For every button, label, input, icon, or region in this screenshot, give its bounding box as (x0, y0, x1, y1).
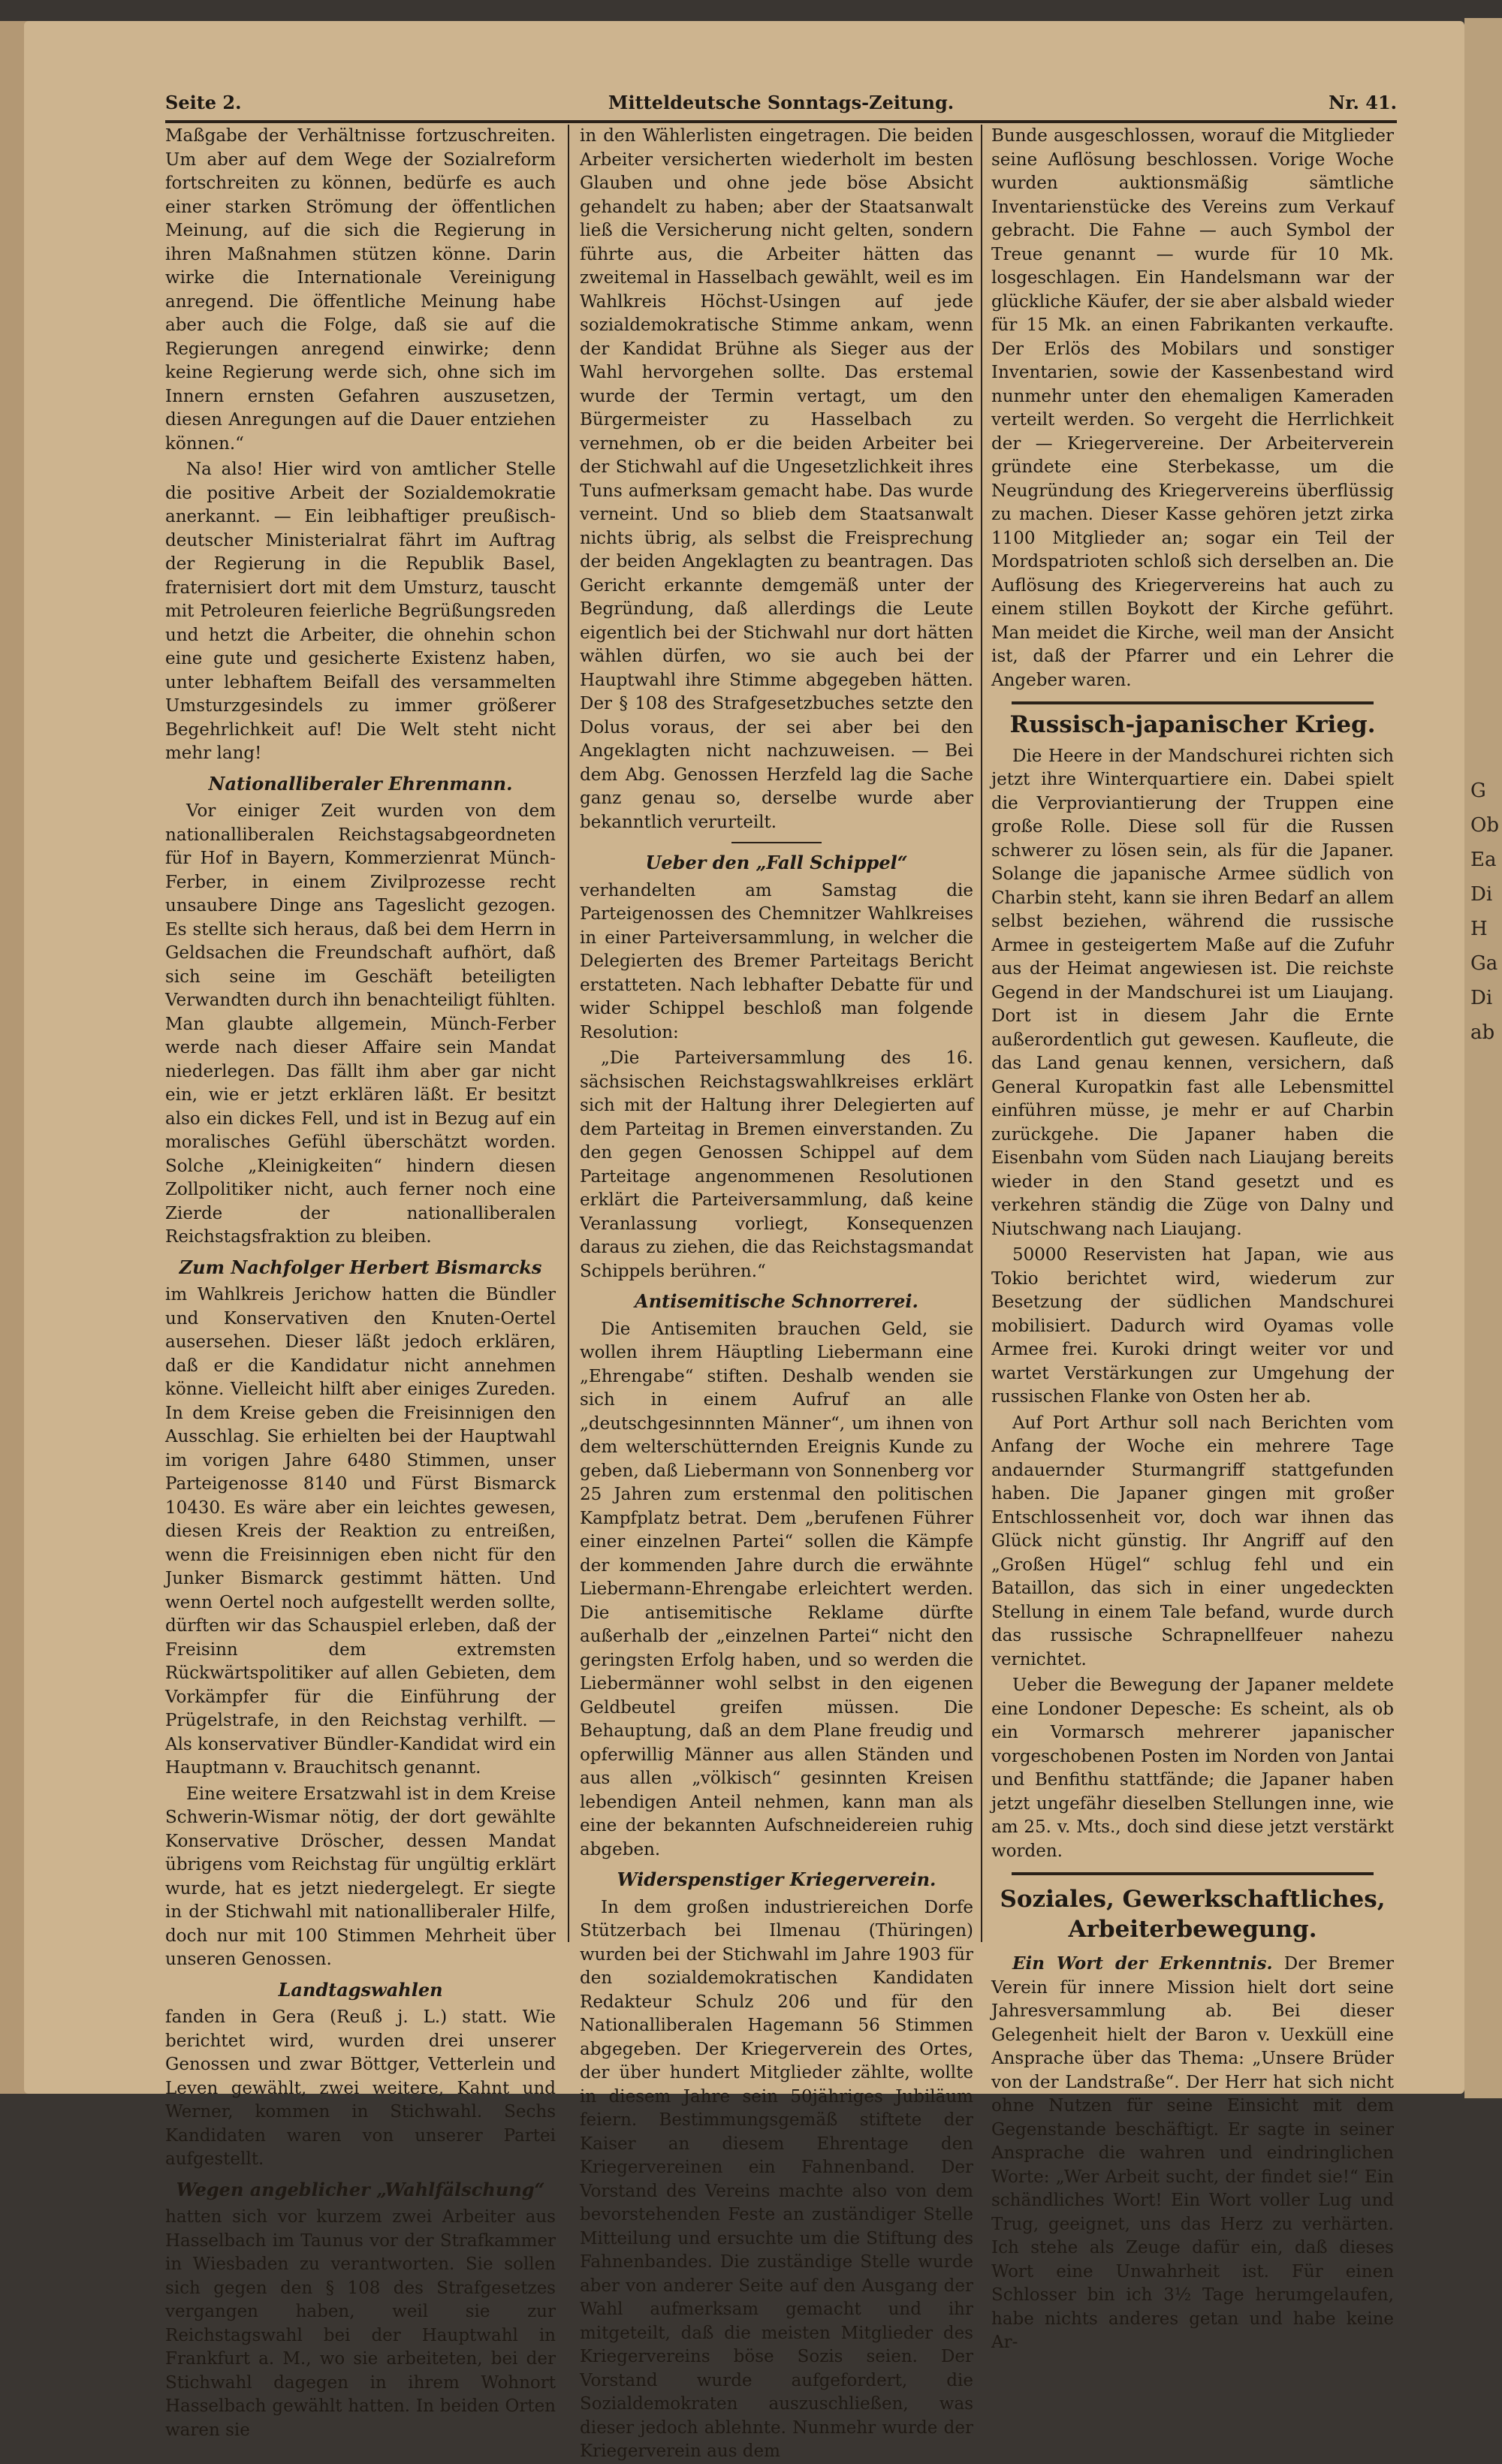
article-heading: Wegen angeblicher „Wahlfälschung“ (176, 2178, 545, 2200)
paragraph: Auf Port Arthur soll nach Berichten vom Anfang der Woche ein mehrere Tage andauernder Sturmangriff stattgefunden haben. Die Japaner gingen mit großer Entschlossenheit vor, doch war ihnen das Glück nicht günstig. Ihr Angriff auf den „Großen Hügel“ schlug fehl und ein Bataillon, das sich in einer ungedeckten Stellung in einem Tale befand, wurde durch das russische Schrapnellfeuer nahezu vernichtet. (991, 1413, 1394, 1669)
section-rule (1012, 1872, 1374, 1875)
section-heading: Russisch-japanischer Krieg. (1009, 711, 1376, 738)
fragment: Ga (1470, 952, 1498, 975)
paragraph: Bunde ausgeschlossen, worauf die Mitglieder seine Auflösung beschlossen. Vorige Woche wurden auktionsmäßig sämtliche Inventarienstücke des Vereins zum Verkauf gebracht. Die Fahne — auch Symbol der Treue genannt — wurde für 10 Mk. losgeschlagen. Ein Handelsmann war der glückliche Käufer, der sie aber alsbald wieder für 15 Mk. an einen Fabrikanten verkaufte. Der Erlös des Mobilars und sonstiger Inventarien, sowie der Kassenbestand wird nunmehr unter den ehemaligen Kameraden verteilt werden. So vergeht die Herrlichkeit der — Kriegervereine. Der Arbeiterverein gründete eine Sterbekasse, um die Neugründung des Kriegervereins überflüssig zu machen. Dieser Kasse gehören jetzt zirka 1100 Mitglieder an; sogar ein Teil der Mordspatrioten schloß sich derselben an. Die Auflösung des Kriegervereins hat auch zu einem stillen Boykott der Kirche geführt. Man meidet die Kirche, weil man der Ansicht ist, daß der Pfarrer und ein Lehrer die Angeber waren. (991, 126, 1394, 690)
article-heading: Zum Nachfolger Herbert Bismarcks (179, 1256, 542, 1278)
section-heading: Soziales, Gewerkschaftliches, Arbeiterbewegung. (1000, 1886, 1386, 1943)
fragment: Ob (1470, 814, 1499, 837)
column-1 (165, 125, 556, 2440)
newspaper-title: Mitteldeutsche Sonntags-Zeitung. (608, 92, 955, 113)
paragraph: Na also! Hier wird von amtlicher Stelle die positive Arbeit der Sozialdemokratie anerkannt. — Ein leibhaftiger preußisch-deutscher Ministerialrat fährt im Auftrag der Regierung in die Republik Basel, fraternisiert dort mit dem Umsturz, tauscht mit Petroleuren feierliche Begrüßungsreden und hetzt die Arbeiter, die ohnehin schon eine gute und gesicherte Existenz haben, unter lebhaftem Beifall des versammelten Umsturzgesindels zu immer größerer Begehrlichkeit auf! Die Welt steht nicht mehr lang! (165, 460, 556, 763)
paragraph: Maßgabe der Verhältnisse fortzuschreiten. Um aber auf dem Wege der Sozialreform fortschreiten zu können, bedürfe es auch einer starken Strömung der öffentlichen Meinung, auf die sich die Regierung in ihren Maßnahmen stützen könne. Darin wirke die Internationale Vereinigung anregend. Die öffentliche Meinung habe aber auch die Folge, daß sie auf die Regierungen anregend einwirke; denn keine Regierung werde sich, ohne sich im Innern ernsten Gefahren auszusetzen, diesen Anregungen auf die Dauer entziehen können.“ (165, 126, 556, 454)
fragment: Ea (1470, 849, 1497, 871)
resolution-quote: „Die Parteiversammlung des 16. sächsischen Reichstagswahlkreises erklärt sich mit der Haltung ihrer Delegierten auf dem Parteitag in Bremen einverstanden. Zu den gegen Genossen Schippel auf dem Parteitage angenommenen Resolutionen erklärt die Parteiversammlung, daß keine Veranlassung vorliegt, Konsequenzen daraus zu ziehen, die das Reichstagsmandat Schippels berühren.“ (580, 1048, 973, 1281)
paragraph: Ueber die Bewegung der Japaner meldete eine Londoner Depesche: Es scheint, als ob ein Vormarsch mehrerer japanischer vorgeschobenen Posten im Norden von Jantai und Benfithu stattfände; die Japaner haben jetzt ungefähr dieselben Stellungen inne, wie am 25. v. Mts., doch sind diese jetzt verstärkt worden. (991, 1675, 1394, 1861)
fragment: G (1470, 780, 1486, 802)
article-heading: Nationalliberaler Ehrenmann. (208, 772, 513, 795)
paragraph: im Wahlkreis Jerichow hatten die Bündler und Konservativen den Knuten-Oertel ausersehen. Dieser läßt jedoch erklären, daß er die Kandidatur nicht annehmen könne. Vielleicht hilft aber einiges Zureden. In dem Kreise geben die Freisinnigen den Ausschlag. Sie erhielten bei der Hauptwahl im vorigen Jahre 6480 Stimmen, unser Parteigenosse 8140 und Fürst Bismarck 10430. Es wäre aber ein leichtes gewesen, diesen Kreis der Reaktion zu entreißen, wenn die Freisinnigen eben nicht für den Junker Bismarck gestimmt hätten. Und wenn Oertel noch aufgestellt werden sollte, dürften wir das Schauspiel erleben, daß der Freisinn dem extremsten Rückwärtspolitiker auf allen Gebieten, dem Vorkämpfer für die Einführung der Prügelstrafe, in den Reichstag verhilft. — Als konservativer Bündler-Kandidat wird ein Hauptmann v. Brauchitsch genannt. (165, 1285, 556, 1778)
header-rule (165, 120, 1397, 123)
inline-heading: Ein Wort der Erkenntnis. (1012, 1953, 1273, 1974)
fragment: Di (1470, 883, 1493, 906)
paragraph: verhandelten am Samstag die Parteigenossen des Chemnitzer Wahlkreises in einer Parteiversammlung, in welcher die Delegierten des Bremer Parteitags Bericht erstatteten. Nach lebhafter Debatte für und wider Schippel beschloß man folgende Resolution: (580, 880, 973, 1042)
column-divider (981, 125, 982, 1942)
fragment: ab (1470, 1021, 1495, 1044)
fragment: Di (1470, 987, 1493, 1009)
paragraph: In dem großen industriereichen Dorfe Stützerbach bei Ilmenau (Thüringen) wurden bei der Stichwahl im Jahre 1903 für den sozialdemokratischen Kandidaten Redakteur Schulz 206 und für den Nationalliberalen Hagemann 56 Stimmen abgegeben. Der Kriegerverein des Ortes, der über hundert Mitglieder zählte, wollte in diesem Jahre sein 50jähriges Jubiläum feiern. Bestimmungsgemäß stiftete der Kaiser an diesem Ehrentage den Kriegervereinen ein Fahnenband. Der Vorstand des Vereins machte also von dem bevorstehenden Feste an zuständiger Stelle Mitteilung und ersuchte um die Stiftung des Fahnenbandes. Die zuständige Stelle wurde aber von anderer Seite auf den Ausgang der Wahl aufmerksam gemacht und ihr mitgeteilt, daß die meisten Mitglieder des Kriegervereins böse Sozis seien. Der Vorstand wurde aufgefordert, die Sozialdemokraten auszuschließen, was dieser jedoch ablehnte. Nunmehr wurde der Kriegerverein aus dem (580, 1897, 973, 2461)
adjacent-page-fragments (1470, 774, 1500, 1050)
paragraph: hatten sich vor kurzem zwei Arbeiter aus Hasselbach im Taunus vor der Strafkammer in Wiesbaden zu verantworten. Sie sollen sich gegen den § 108 des Strafgesetzes vergangen haben, weil sie zur Reichstagswahl bei der Hauptwahl in Frankfurt a. M., wo sie arbeiteten, bei der Stichwahl dagegen in ihrem Wohnort Hasselbach gewählt hatten. In beiden Orten waren sie (165, 2207, 556, 2440)
paragraph: Die Heere in der Mandschurei richten sich jetzt ihre Winterquartiere ein. Dabei spielt die Verproviantierung der Truppen eine große Rolle. Diese soll für die Russen schwerer zu lösen sein, als für die Japaner. Solange die japanische Armee südlich von Charbin steht, kann sie ihren Bedarf an allem selbst beziehen, während die russische Armee in gesteigertem Maße auf die Zufuhr aus der Heimat angewiesen ist. Die reichste Gegend in der Mandschurei ist um Liaujang. Dort ist in diesem Jahr die Ernte außerordentlich gut gewesen. Kaufleute, die das Land genau kennen, versichern, daß General Kuropatkin fast alle Lebensmittel einführen müsse, je mehr er auf Charbin zurückgehe. Die Japaner haben die Eisenbahn vom Süden nach Liaujang bereits wieder in den Stand gesetzt und es verkehren ständig die Züge von Dalny und Niutschwang nach Liaujang. (991, 746, 1394, 1239)
paragraph: Eine weitere Ersatzwahl ist in dem Kreise Schwerin-Wismar nötig, der dort gewählte Konservative Dröscher, dessen Mandat übrigens vom Reichstag für ungültig erklärt wurde, hat es jetzt niedergelegt. Er siegte in der Stichwahl mit nationalliberaler Hilfe, doch nur mit 100 Stimmen Mehrheit über unseren Genossen. (165, 1784, 556, 1969)
issue-number: Nr. 41. (1329, 92, 1397, 113)
section-rule (1012, 701, 1374, 704)
column-2 (580, 125, 973, 2461)
adjacent-page-edge (1464, 18, 1502, 2098)
article-heading: Widerspenstiger Kriegerverein. (617, 1868, 936, 1890)
section-rule (731, 842, 822, 843)
article-heading: Antisemitische Schnorrerei. (635, 1290, 918, 1312)
fragment: H (1470, 918, 1488, 940)
page-number: Seite 2. (165, 92, 242, 113)
article-heading: Ueber den „Fall Schippel“ (645, 852, 908, 873)
paragraph: 50000 Reservisten hat Japan, wie aus Tokio berichtet wird, wiederum zur Besetzung der südlichen Mandschurei mobilisiert. Dadurch wird Oyamas volle Armee frei. Kuroki dringt weiter vor und wartet Verstärkungen zur Umgehung der russischen Flanke von Osten her ab. (991, 1245, 1394, 1407)
column-3 (991, 125, 1395, 2352)
paragraph: Die Antisemiten brauchen Geld, sie wollen ihrem Häuptling Liebermann eine „Ehrengabe“ stiften. Deshalb wenden sie sich in einem Aufruf an alle „deutschgesinnnten Männer“, um ihnen von dem welterschütternden Ereignis Kunde zu geben, daß Liebermann von Sonnenberg vor 25 Jahren zum erstenmal den politischen Kampfplatz betrat. Dem „berufenen Führer einer einzelnen Partei“ sollen die Kämpfe der kommenden Jahre durch die erwähnte Liebermann-Ehrengabe erleichtert werden. Die antisemitische Reklame dürfte außerhalb der „einzelnen Partei“ nicht den geringsten Erfolg haben, und so werden die Liebermänner wohl selbst in den eigenen Geldbeutel greifen müssen. Die Behauptung, daß an dem Plane freudig und opferwillig Männer aus allen Ständen und aus allen „völkisch“ gesinnten Kreisen lebendigen Anteil nehmen, kann man als eine der bekannten Aufschneidereien ruhig abgeben. (580, 1319, 973, 1859)
column-divider (568, 125, 569, 1942)
paragraph: Der Bremer Verein für innere Mission hielt dort seine Jahresversammlung ab. Bei dieser Gelegenheit hielt der Baron v. Uexküll eine Ansprache über das Thema: „Unsere Brüder von der Landstraße“. Der Herr hat sich nicht ohne Nutzen für seine Einsicht mit dem Gegenstande beschäftigt. Er sagte in seiner Ansprache die wahren und eindringlichen Worte: „Wer Arbeit sucht, der findet sie!“ Ein schändliches Wort! Ein Wort voller Lug und Trug, geeignet, uns das Herz zu verhärten. Ich stehe als Zeuge dafür ein, daß dieses Wort eine Unwahrheit ist. Für einen Schlosser bin ich 3½ Tage herumgelaufen, habe nichts anderes getan und habe keine Ar- (991, 1954, 1395, 2352)
page-header (165, 92, 1397, 122)
paragraph: Vor einiger Zeit wurden von dem nationalliberalen Reichstagsabgeordneten für Hof in Bayern, Kommerzienrat Münch-Ferber, in einem Zivilprozesse recht unsaubere Dinge ans Tageslicht gezogen. Es stellte sich heraus, daß bei dem Herrn in Geldsachen die Freundschaft aufhört, daß sich seine im Geschäft beteiligten Verwandten durch ihn benachteiligt fühlten. Man glaubte allgemein, Münch-Ferber werde nach dieser Affaire sein Mandat niederlegen. Das fällt ihm aber gar nicht ein, wie er jetzt erklären läßt. Er besitzt also ein dickes Fell, und ist in Bezug auf ein moralisches Gefühl überschätzt worden. Solche „Kleinigkeiten“ hindern diesen Zollpolitiker nicht, auch ferner noch eine Zierde der nationalliberalen Reichstagsfraktion zu bleiben. (165, 801, 556, 1247)
paragraph: fanden in Gera (Reuß j. L.) statt. Wie berichtet wird, wurden drei unserer Genossen und zwar Böttger, Vetterlein und Leven gewählt, zwei weitere, Kahnt und Werner, kommen in Stichwahl. Sechs Kandidaten waren von unserer Partei aufgestellt. (165, 2007, 556, 2169)
article-heading: Landtagswahlen (278, 1978, 443, 2001)
paragraph: in den Wählerlisten eingetragen. Die beiden Arbeiter versicherten wiederholt im besten Glauben und ohne jede böse Absicht gehandelt zu haben; aber der Staatsanwalt ließ die Versicherung nicht gelten, sondern führte aus, die Arbeiter hätten das zweitemal in Hasselbach gewählt, weil es im Wahlkreis Höchst-Usingen auf jede sozialdemokratische Stimme ankam, wenn der Kandidat Brühne als Sieger aus der Wahl hervorgehen sollte. Das erstemal wurde der Termin vertagt, um den Bürgermeister zu Hasselbach zu vernehmen, ob er die beiden Arbeiter bei der Stichwahl auf die Ungesetzlichkeit ihres Tuns aufmerksam gemacht habe. Das wurde verneint. Und so blieb dem Staatsanwalt nichts übrig, als selbst die Freisprechung der beiden Angeklagten zu beantragen. Das Gericht erkannte demgemäß unter der Begründung, daß allerdings die Leute eigentlich bei der Stichwahl nur dort hätten wählen dürfen, wo sie auch bei der Hauptwahl ihre Stimme abgegeben hätten. Der § 108 des Strafgesetzbuches setzte den Dolus voraus, der sei aber bei den Angeklagten nicht nachzuweisen. — Bei dem Abg. Genossen Herzfeld lag die Sache ganz genau so, derselbe wurde aber bekanntlich verurteilt. (580, 126, 973, 832)
